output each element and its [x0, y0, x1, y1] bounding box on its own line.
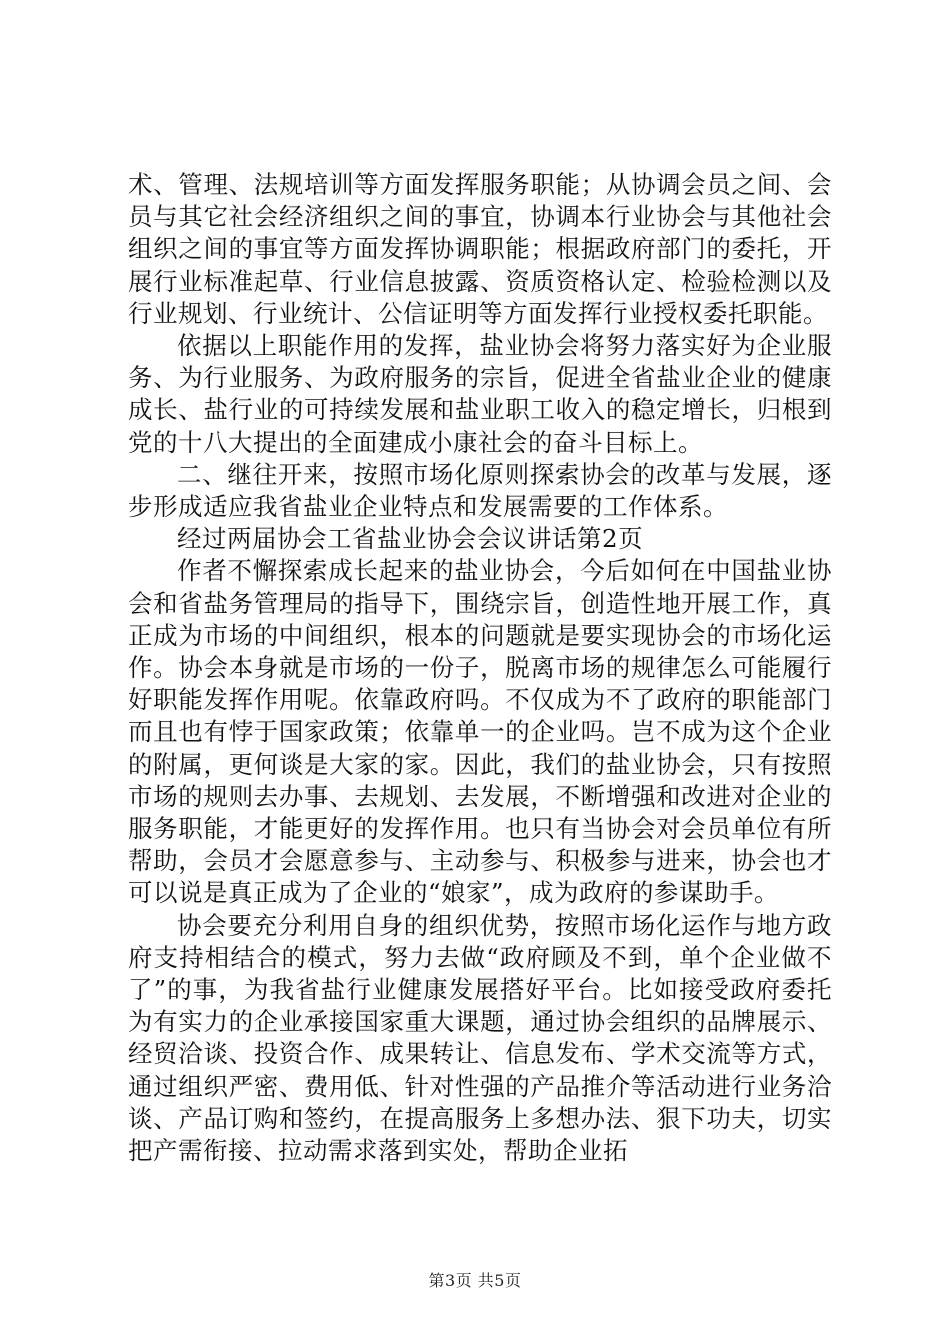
document-body	[128, 169, 832, 1167]
paragraph-1: 术、管理、法规培训等方面发挥服务职能；从协调会员之间、会员与其它社会经济组织之间的事宜，协调本行业协会与其他社会组织之间的事宜等方面发挥协调职能；根据政府部门的委托，开展行业标准起草、行业信息披露、资质资格认定、检验检测以及行业规划、行业统计、公信证明等方面发挥行业授权委托职能。	[128, 170, 832, 328]
paragraph-4: 经过两届协会工省盐业协会会议讲话第2页	[177, 524, 644, 554]
paragraph-3: 二、继往开来，按照市场化原则探索协会的改革与发展，逐步形成适应我省盐业企业特点和发展需要的工作体系。	[128, 459, 832, 522]
page-footer: 第3页 共5页	[428, 1271, 522, 1290]
paragraph-6: 协会要充分利用自身的组织优势，按照市场化运作与地方政府支持相结合的模式，努力去做“政府顾及不到，单个企业做不了”的事，为我省盐行业健康发展搭好平台。比如接受政府委托为有实力的企业承接国家重大课题，通过协会组织的品牌展示、经贸洽谈、投资合作、成果转让、信息发布、学术交流等方式，通过组织严密、费用低、针对性强的产品推介等活动进行业务洽谈、产品订购和签约，在提高服务上多想办法、狠下功夫，切实把产需衔接、拉动需求落到实处，帮助企业拓	[128, 910, 832, 1166]
paragraph-2: 依据以上职能作用的发挥，盐业协会将努力落实好为企业服务、为行业服务、为政府服务的宗旨，促进全省盐业企业的健康成长、盐行业的可持续发展和盐业职工收入的稳定增长，归根到党的十八大提出的全面建成小康社会的奋斗目标上。	[128, 331, 832, 457]
paragraph-5: 作者不懈探索成长起来的盐业协会，今后如何在中国盐业协会和省盐务管理局的指导下，围绕宗旨，创造性地开展工作，真正成为市场的中间组织，根本的问题就是要实现协会的市场化运作。协会本身就是市场的一份子，脱离市场的规律怎么可能履行好职能发挥作用呢。依靠政府吗。不仅成为不了政府的职能部门而且也有悖于国家政策；依靠单一的企业吗。岂不成为这个企业的附属，更何谈是大家的家。因此，我们的盐业协会，只有按照市场的规则去办事、去规划、去发展，不断增强和改进对企业的服务职能，才能更好的发挥作用。也只有当协会对会员单位有所帮助，会员才会愿意参与、主动参与、积极参与进来，协会也才可以说是真正成为了企业的“娘家”，成为政府的参谋助手。	[128, 556, 832, 908]
